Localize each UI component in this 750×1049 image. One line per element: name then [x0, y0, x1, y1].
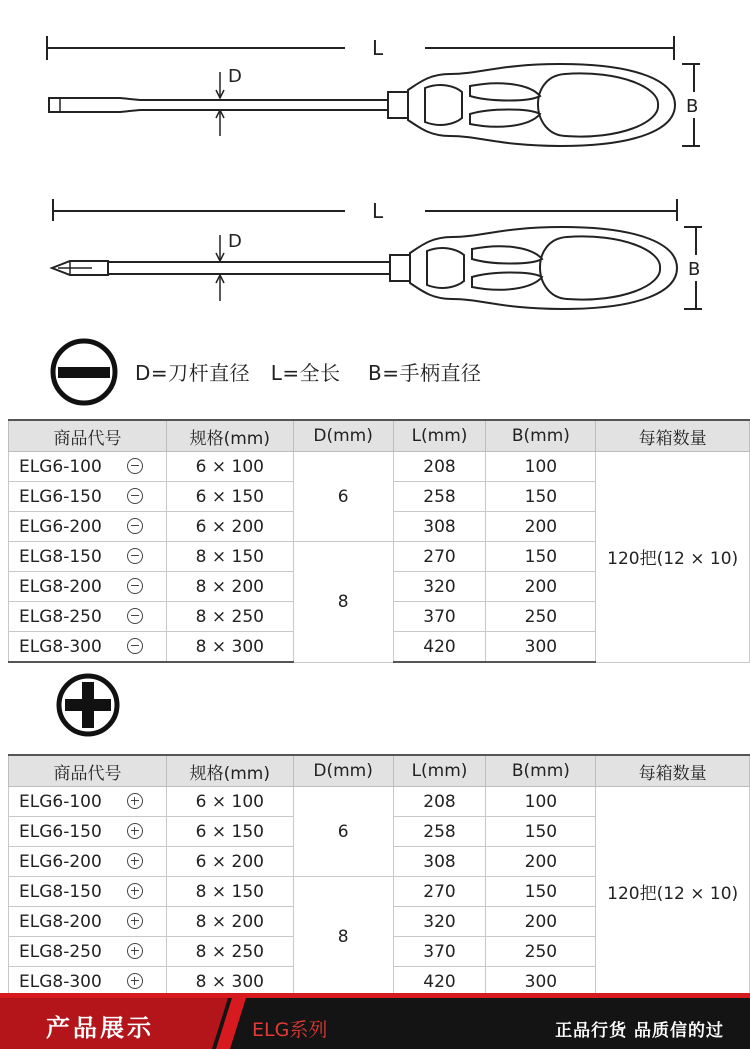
- model-cell: ELG8-250: [9, 937, 167, 967]
- dim-diameter-label: D: [228, 66, 242, 87]
- phillips-tip-icon: [56, 673, 120, 737]
- header-l: L(mm): [393, 420, 486, 452]
- dim-length-label: L: [372, 199, 384, 223]
- l-cell: 270: [393, 542, 486, 572]
- slotted-screwdriver-drawing: [0, 30, 750, 160]
- phillips-icon: [127, 943, 143, 959]
- spec-cell: 6 × 100: [166, 787, 293, 817]
- b-cell: 150: [486, 542, 596, 572]
- slotted-icon: [127, 518, 143, 534]
- l-cell: 370: [393, 937, 486, 967]
- slotted-icon: [127, 638, 143, 654]
- legend-text: D=刀杆直径 L=全长 B=手柄直径: [135, 361, 482, 385]
- l-cell: 320: [393, 572, 486, 602]
- b-cell: 150: [486, 817, 596, 847]
- model-cell: ELG6-200: [9, 512, 167, 542]
- l-cell: 370: [393, 602, 486, 632]
- l-cell: 420: [393, 967, 486, 998]
- header-l: L(mm): [393, 755, 486, 787]
- l-cell: 308: [393, 512, 486, 542]
- d-cell: 8: [293, 542, 393, 663]
- l-cell: 308: [393, 847, 486, 877]
- table-row: [9, 452, 750, 482]
- b-cell: 100: [486, 787, 596, 817]
- spec-cell: 8 × 300: [166, 632, 293, 663]
- model-cell: ELG6-150: [9, 482, 167, 512]
- dim-length-label: L: [372, 36, 384, 60]
- dim-handle-label: B: [688, 259, 701, 280]
- spec-cell: 8 × 250: [166, 937, 293, 967]
- dim-handle-label: B: [686, 96, 699, 117]
- table-row: [9, 787, 750, 817]
- phillips-icon: [127, 973, 143, 989]
- model-cell: ELG6-200: [9, 847, 167, 877]
- b-cell: 150: [486, 482, 596, 512]
- header-b: B(mm): [486, 420, 596, 452]
- spec-cell: 8 × 200: [166, 907, 293, 937]
- header-spec: 规格(mm): [166, 755, 293, 787]
- spec-cell: 8 × 250: [166, 602, 293, 632]
- dim-diameter-label: D: [228, 231, 242, 252]
- model-cell: ELG8-250: [9, 602, 167, 632]
- table-header-row: [9, 755, 750, 787]
- b-cell: 200: [486, 847, 596, 877]
- model-cell: ELG8-150: [9, 542, 167, 572]
- l-cell: 258: [393, 817, 486, 847]
- slotted-icon: [127, 458, 143, 474]
- l-cell: 208: [393, 452, 486, 482]
- model-cell: ELG6-100: [9, 787, 167, 817]
- header-qty: 每箱数量: [596, 755, 750, 787]
- phillips-icon: [127, 883, 143, 899]
- spec-cell: 6 × 150: [166, 817, 293, 847]
- spec-cell: 8 × 150: [166, 877, 293, 907]
- l-cell: 270: [393, 877, 486, 907]
- spec-cell: 6 × 200: [166, 512, 293, 542]
- phillips-icon: [127, 853, 143, 869]
- spec-cell: 6 × 150: [166, 482, 293, 512]
- model-cell: ELG8-200: [9, 907, 167, 937]
- model-cell: ELG8-300: [9, 632, 167, 663]
- b-cell: 100: [486, 452, 596, 482]
- spec-cell: 8 × 150: [166, 542, 293, 572]
- d-cell: 6: [293, 452, 393, 542]
- b-cell: 200: [486, 572, 596, 602]
- model-cell: ELG6-100: [9, 452, 167, 482]
- phillips-icon: [127, 823, 143, 839]
- b-cell: 250: [486, 602, 596, 632]
- d-cell: 8: [293, 877, 393, 998]
- table-header-row: [9, 420, 750, 452]
- header-spec: 规格(mm): [166, 420, 293, 452]
- slotted-icon: [127, 488, 143, 504]
- spec-cell: 6 × 200: [166, 847, 293, 877]
- phillips-spec-table: [8, 754, 750, 998]
- qty-cell: 120把(12 × 10): [596, 452, 750, 663]
- phillips-screwdriver-drawing: [0, 195, 750, 310]
- header-qty: 每箱数量: [596, 420, 750, 452]
- header-model: 商品代号: [9, 420, 167, 452]
- slotted-icon: [127, 548, 143, 564]
- spec-cell: 6 × 100: [166, 452, 293, 482]
- footer-slogan: 正品行货 品质信的过: [555, 1021, 724, 1041]
- phillips-icon: [127, 913, 143, 929]
- model-cell: ELG8-150: [9, 877, 167, 907]
- header-d: D(mm): [293, 420, 393, 452]
- b-cell: 150: [486, 877, 596, 907]
- header-b: B(mm): [486, 755, 596, 787]
- spec-cell: 8 × 200: [166, 572, 293, 602]
- slotted-spec-table: [8, 419, 750, 663]
- l-cell: 320: [393, 907, 486, 937]
- phillips-icon: [127, 793, 143, 809]
- b-cell: 200: [486, 512, 596, 542]
- model-cell: ELG8-300: [9, 967, 167, 998]
- l-cell: 208: [393, 787, 486, 817]
- footer-series: ELG系列: [252, 1019, 328, 1041]
- d-cell: 6: [293, 787, 393, 877]
- slotted-tip-icon: [50, 338, 118, 406]
- slotted-icon: [127, 608, 143, 624]
- l-cell: 420: [393, 632, 486, 663]
- model-cell: ELG6-150: [9, 817, 167, 847]
- header-model: 商品代号: [9, 755, 167, 787]
- b-cell: 200: [486, 907, 596, 937]
- footer-title: 产品展示: [46, 1014, 154, 1042]
- qty-cell: 120把(12 × 10): [596, 787, 750, 998]
- header-d: D(mm): [293, 755, 393, 787]
- slotted-icon: [127, 578, 143, 594]
- model-cell: ELG8-200: [9, 572, 167, 602]
- b-cell: 250: [486, 937, 596, 967]
- l-cell: 258: [393, 482, 486, 512]
- b-cell: 300: [486, 967, 596, 998]
- b-cell: 300: [486, 632, 596, 663]
- spec-cell: 8 × 300: [166, 967, 293, 998]
